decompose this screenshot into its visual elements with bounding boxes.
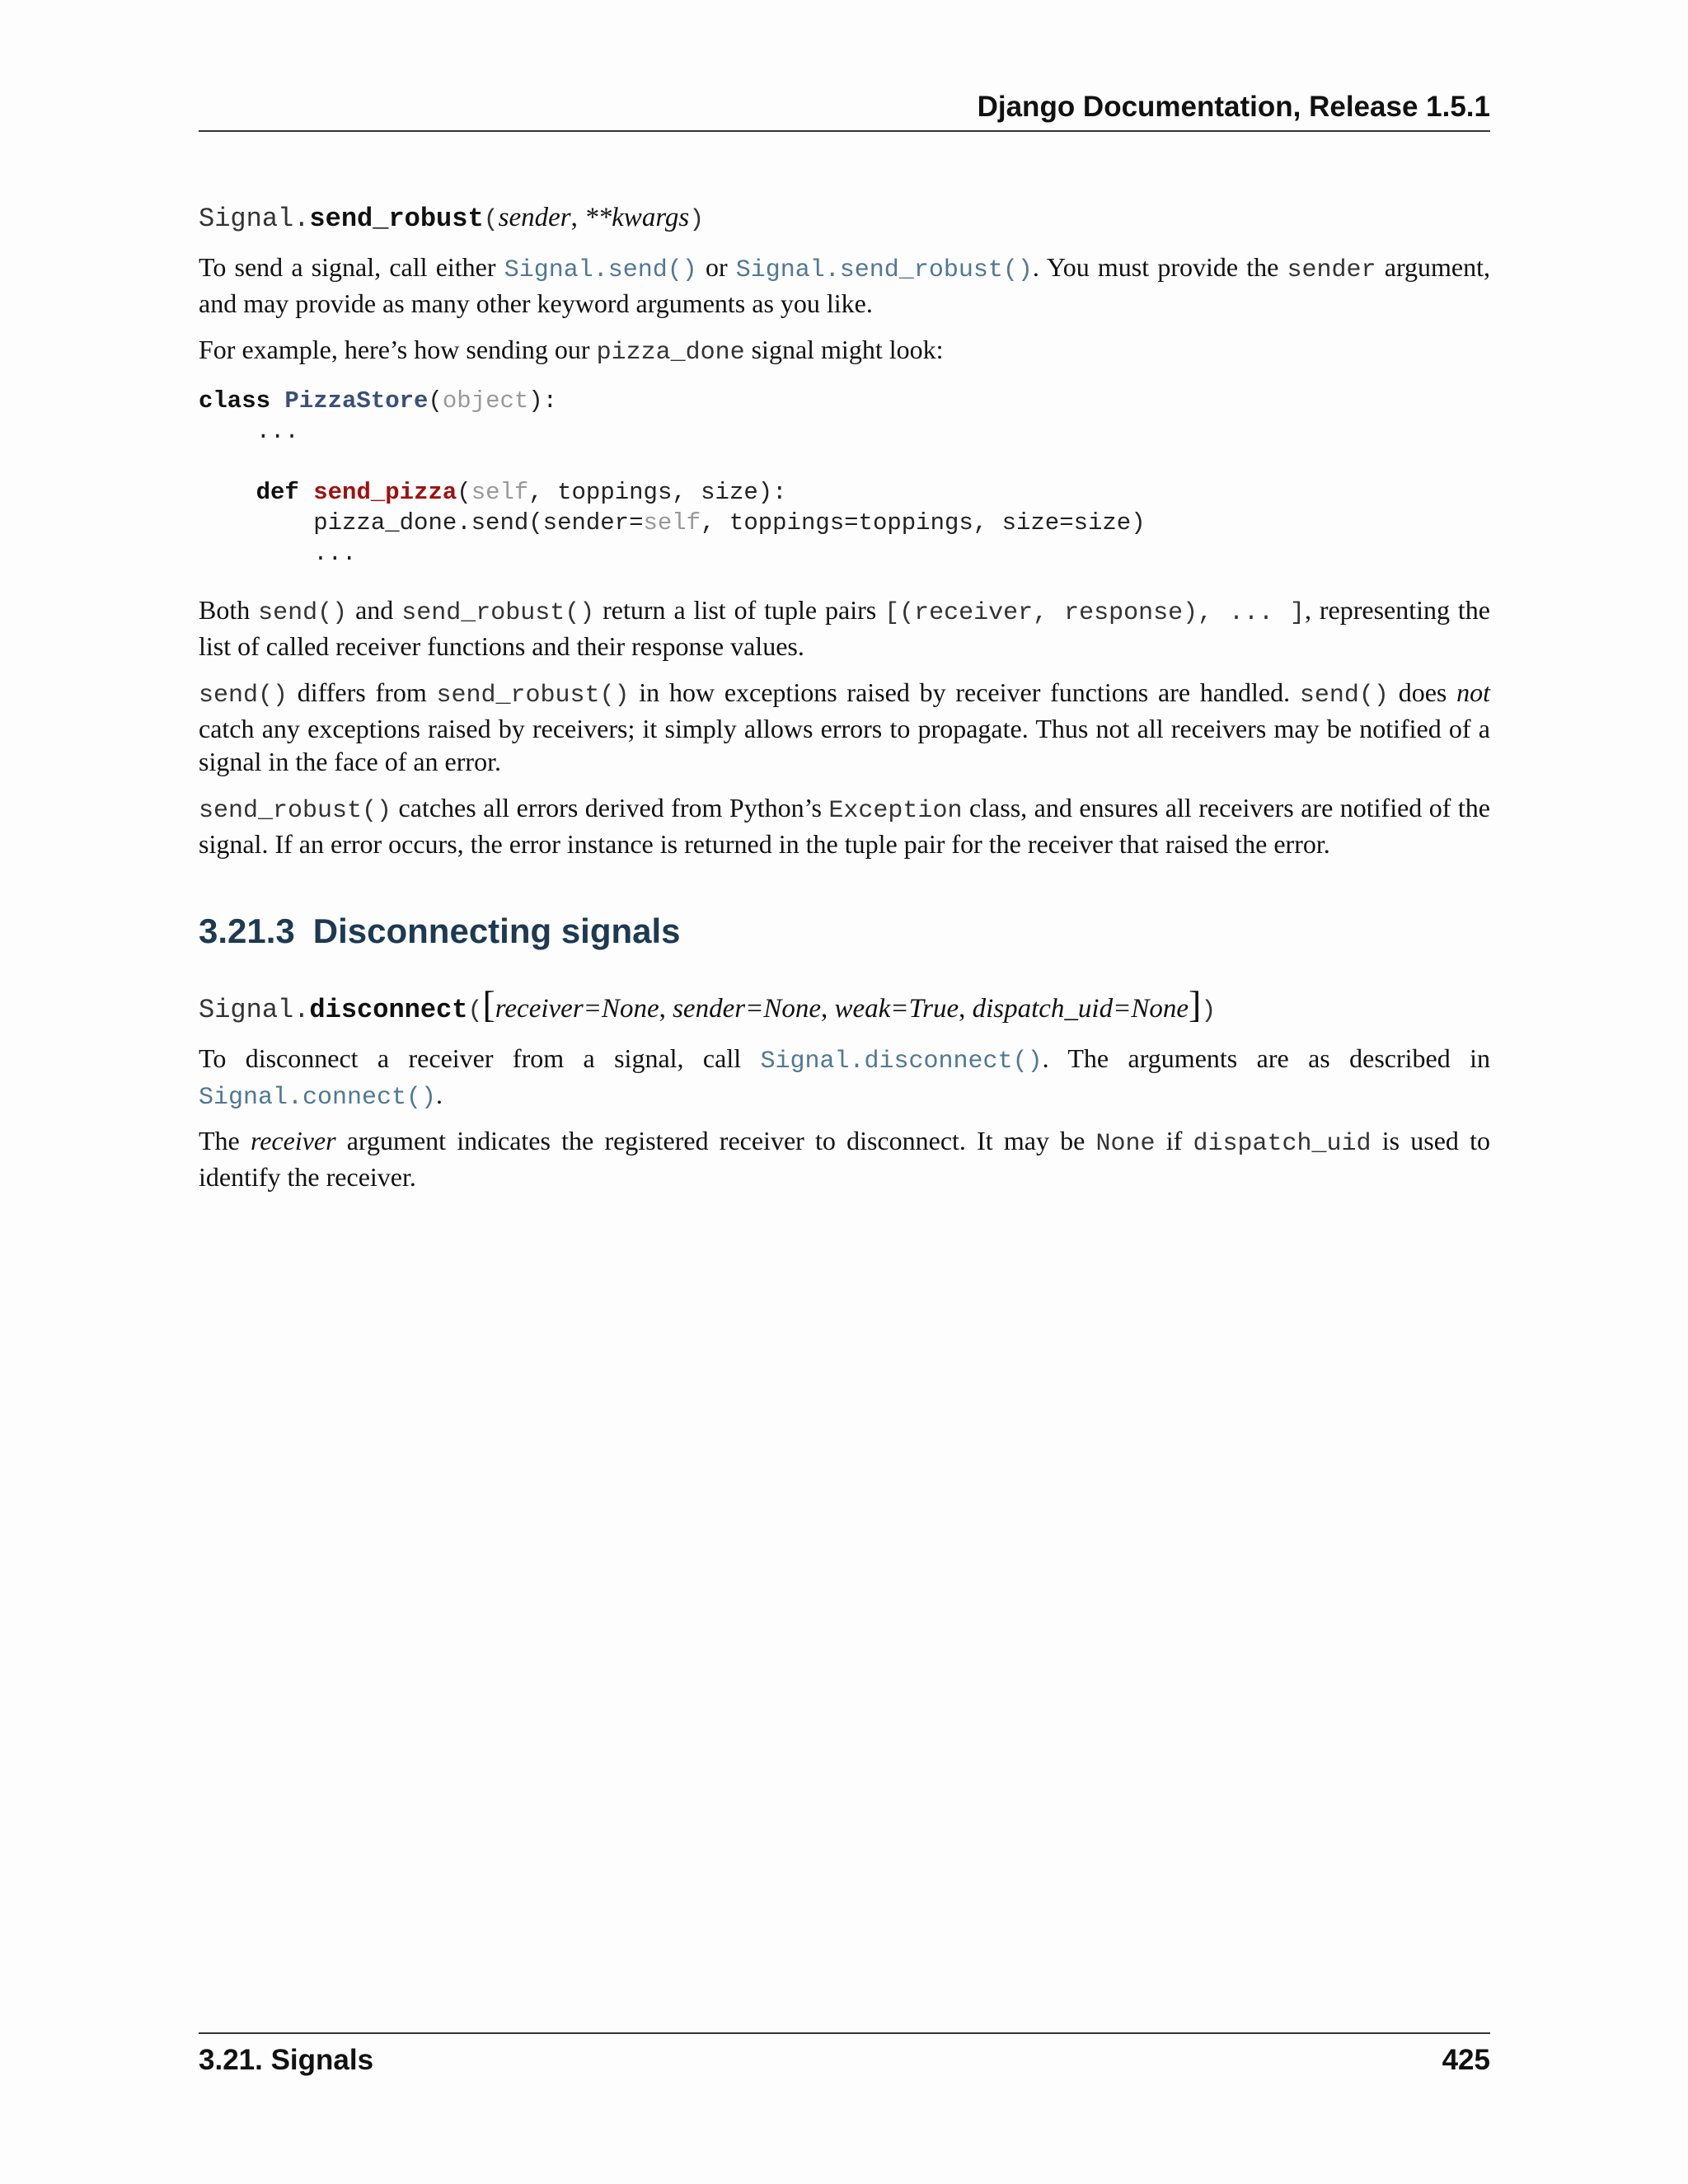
paragraph-example xyxy=(199,333,1490,369)
running-header: Django Documentation, Release 1.5.1 xyxy=(199,91,1490,132)
footer-section: 3.21. Signals xyxy=(199,2044,374,2076)
code-punct: ( xyxy=(457,479,471,506)
text: or xyxy=(696,252,736,282)
inline-code: None xyxy=(1095,1130,1156,1158)
sig-arg: weak=True xyxy=(834,994,959,1024)
inline-code: [(receiver, response), ... ] xyxy=(884,599,1305,627)
code-function-name: send_pizza xyxy=(313,479,457,506)
sig-method-name: disconnect xyxy=(309,995,468,1025)
code-keyword: class xyxy=(199,387,271,415)
running-footer xyxy=(199,2032,1490,2077)
code-line: ... xyxy=(199,418,299,445)
text: For example, here’s how sending our xyxy=(199,335,597,364)
code-keyword: def xyxy=(256,479,299,506)
emphasis: not xyxy=(1456,677,1490,707)
sig-close-paren: ) xyxy=(1201,997,1217,1025)
code-block xyxy=(199,386,1490,569)
code-text: , toppings=toppings, size=size) xyxy=(701,509,1146,537)
inline-code: dispatch_uid xyxy=(1193,1130,1372,1158)
sig-class: Signal. xyxy=(199,204,310,234)
inline-code: send() xyxy=(1299,682,1389,710)
sig-arg: sender xyxy=(498,203,571,232)
sig-open-paren: ( xyxy=(467,997,483,1025)
text: catch any exceptions raised by receivers; it simply allows errors to propagate. Thus not all receivers may be notified of a signal in the face of an error. xyxy=(199,714,1490,776)
page-number: 425 xyxy=(1442,2044,1490,2076)
paragraph-differs xyxy=(199,676,1490,778)
text: The xyxy=(199,1126,251,1155)
inline-code: send_robust() xyxy=(401,599,595,627)
sig-sep: , xyxy=(959,994,973,1024)
code-builtin: self xyxy=(471,479,529,506)
code-line xyxy=(199,386,1490,416)
sig-arg: **kwargs xyxy=(584,203,690,232)
code-text: , toppings, size): xyxy=(528,479,787,506)
code-line xyxy=(199,477,1490,508)
text: signal might look: xyxy=(744,335,944,364)
link-signal-send[interactable]: Signal.send() xyxy=(504,256,697,284)
sig-sep: , xyxy=(821,994,835,1024)
sig-sep: , xyxy=(570,203,585,232)
text: return a list of tuple pairs xyxy=(594,595,885,625)
section-heading xyxy=(199,912,681,951)
send-robust-signature xyxy=(199,201,704,237)
text: To disconnect a receiver from a signal, call xyxy=(199,1043,761,1073)
sig-arg: dispatch_uid=None xyxy=(972,994,1189,1024)
code-line-blank xyxy=(199,447,1490,477)
code-space xyxy=(270,387,284,415)
inline-code: send_robust() xyxy=(199,797,392,825)
code-indent xyxy=(199,479,256,506)
link-signal-send-robust[interactable]: Signal.send_robust() xyxy=(735,256,1033,284)
sig-arg: receiver=None xyxy=(495,994,659,1024)
code-punct: ( xyxy=(428,387,443,415)
inline-code: Exception xyxy=(828,797,963,825)
text: Both xyxy=(199,595,259,625)
sig-close-paren: ) xyxy=(689,206,705,234)
section-title: Disconnecting signals xyxy=(312,912,681,950)
inline-code: send() xyxy=(258,599,348,627)
paragraph-send xyxy=(199,251,1490,320)
text: does xyxy=(1388,677,1457,707)
inline-code: sender xyxy=(1287,256,1376,284)
text: . The arguments are as described in xyxy=(1042,1043,1491,1073)
text: in how exceptions raised by receiver functions are handled. xyxy=(629,677,1300,707)
emphasis: receiver xyxy=(250,1126,336,1155)
text: argument indicates the registered receiver to disconnect. It may be xyxy=(335,1126,1096,1155)
text: class, and ensures all receivers are notified of the signal. If an error occurs, the error instance is returned in the tuple pair for the receiver that raised the error. xyxy=(199,793,1491,859)
inline-code: pizza_done xyxy=(596,339,745,367)
inline-code: send() xyxy=(199,682,288,710)
link-signal-connect[interactable]: Signal.connect() xyxy=(199,1084,437,1112)
sig-method-name: send_robust xyxy=(309,204,484,234)
text: and xyxy=(347,595,402,625)
sig-sep: , xyxy=(659,994,673,1024)
paragraph-catches xyxy=(199,791,1490,860)
link-signal-disconnect[interactable]: Signal.disconnect() xyxy=(760,1047,1043,1076)
code-builtin: self xyxy=(643,509,701,537)
paragraph-return xyxy=(199,593,1490,663)
paragraph-disconnect xyxy=(199,1042,1490,1114)
text: , representing the list of called receiver functions and their response values. xyxy=(199,595,1491,661)
text: catches all errors derived from Python’s xyxy=(392,793,829,823)
code-line: ... xyxy=(199,540,357,567)
sig-open-paren: ( xyxy=(483,206,499,234)
sig-class: Signal. xyxy=(199,995,310,1025)
disconnect-signature xyxy=(199,983,1217,1028)
section-number: 3.21.3 xyxy=(199,912,295,950)
text: argument, and may provide as many other keyword arguments as you like. xyxy=(199,252,1491,318)
sig-optional-close: ] xyxy=(1189,983,1202,1025)
text: To send a signal, call either xyxy=(199,252,504,282)
code-text: pizza_done.send(sender= xyxy=(199,509,644,537)
code-builtin: object xyxy=(442,387,529,415)
code-class-name: PizzaStore xyxy=(284,387,429,415)
inline-code: send_robust() xyxy=(436,682,630,710)
paragraph-receiver xyxy=(199,1124,1490,1193)
code-line xyxy=(199,508,1490,538)
sig-arg: sender=None xyxy=(673,994,821,1024)
text: differs from xyxy=(288,677,437,707)
text: . xyxy=(436,1080,443,1109)
code-punct: ): xyxy=(528,387,558,415)
code-space xyxy=(299,479,313,506)
sig-optional-open: [ xyxy=(482,983,495,1025)
text: if xyxy=(1155,1126,1193,1155)
text: is used to identify the receiver. xyxy=(199,1126,1491,1192)
text: . You must provide the xyxy=(1032,252,1287,282)
